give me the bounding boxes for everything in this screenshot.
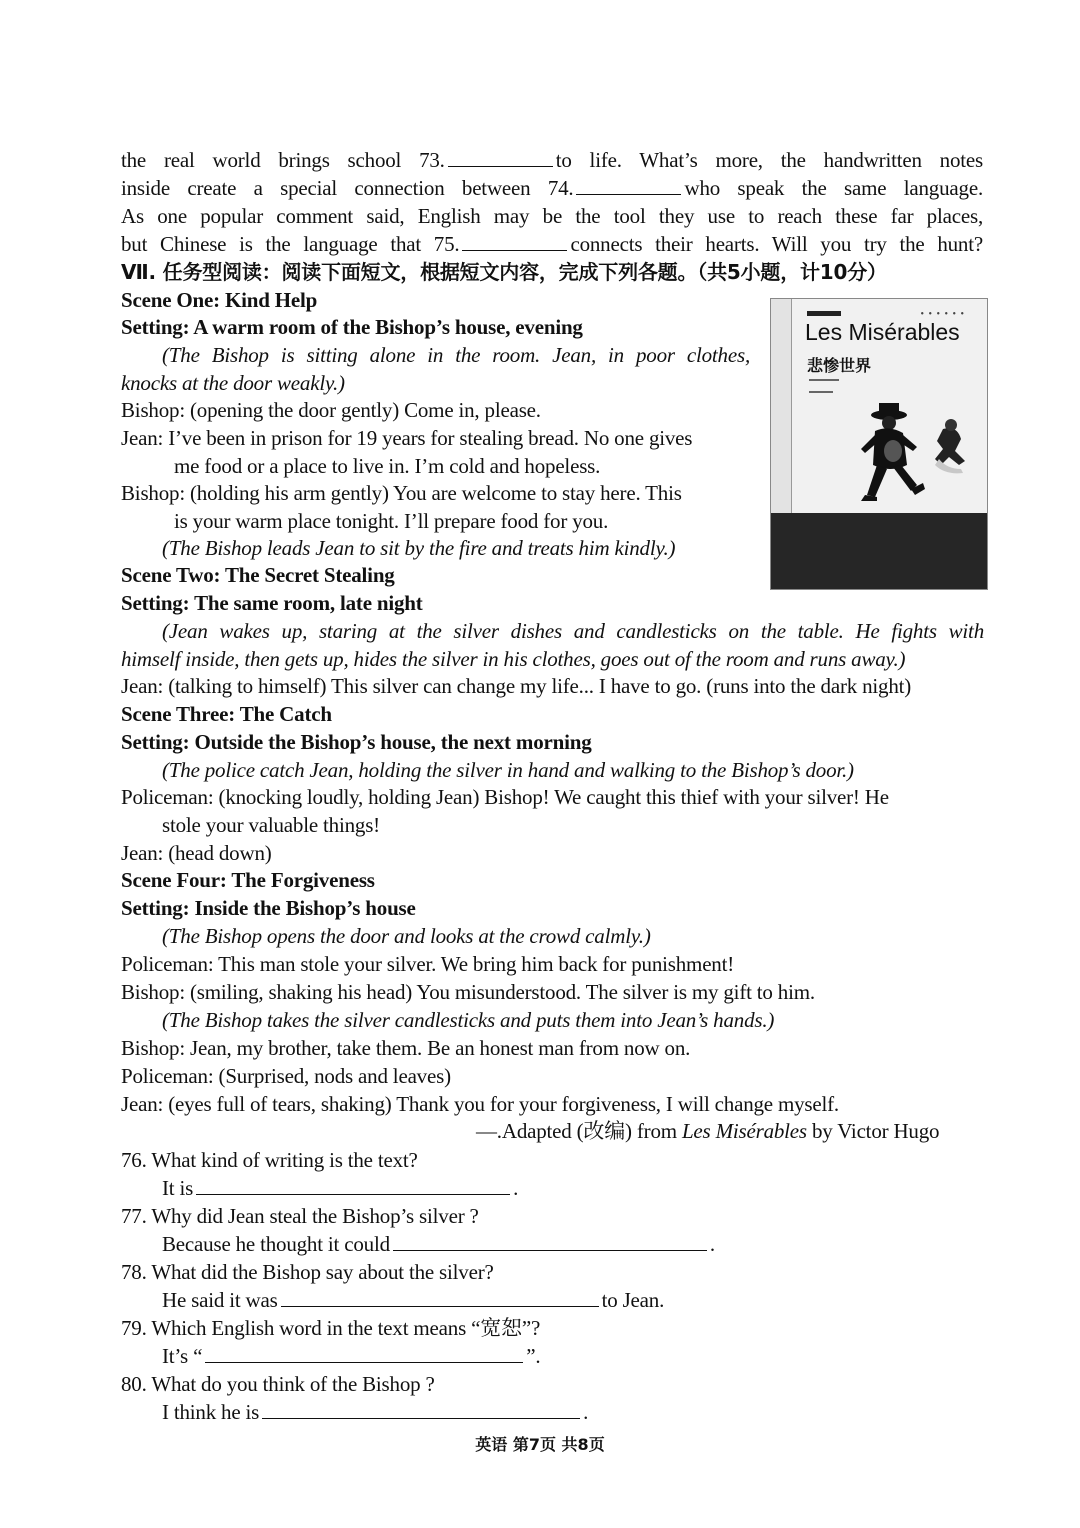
cover-decoration [809,391,833,393]
source-author: by Victor Hugo [806,1119,940,1143]
stage-direction: (The Bishop takes the silver candlesticks and puts them into Jean’s hands.) [162,1008,775,1032]
question-79: 79. Which English word in the text means “宽恕”? [121,1316,541,1340]
question-76: 76. What kind of writing is the text? [121,1148,418,1172]
answer-prefix: He said it was [162,1288,278,1312]
answer-blank-80[interactable] [262,1398,580,1419]
page-footer: 英语 第7页 共8页 [475,1435,605,1454]
passage-text: the real world brings school 73. [121,148,445,172]
passage-line-2 [121,174,983,202]
question-80: 80. What do you think of the Bishop ? [121,1372,435,1396]
dialogue-line: Jean: I’ve been in prison for 19 years for stealing bread. No one gives [121,426,693,450]
stage-direction: (The police catch Jean, holding the silver in hand and walking to the Bishop’s door.) [162,758,854,782]
passage-line-4 [121,230,983,258]
source-credit [476,1117,939,1145]
dialogue-line: is your warm place tonight. I’ll prepare food for you. [174,509,609,533]
blank-73[interactable] [448,146,553,167]
answer-line-78 [162,1286,664,1314]
stage-direction: (The Bishop is sitting alone in the room. Jean, in poor clothes, [162,343,750,367]
answer-suffix: to Jean. [601,1288,665,1312]
answer-suffix: . [583,1400,589,1424]
answer-blank-79[interactable] [205,1342,523,1363]
dialogue-line: Bishop: (smiling, shaking his head) You misunderstood. The silver is my gift to him. [121,980,815,1004]
cover-decoration [809,379,839,381]
stage-direction: knocks at the door weakly.) [121,371,345,395]
passage-text: who speak the same language. [684,176,984,200]
answer-line-77 [162,1230,715,1258]
dialogue-line: Policeman: This man stole your silver. We bring him back for punishment! [121,952,735,976]
scene3-title: Scene Three: The Catch [121,702,332,726]
book-cover-image [770,298,988,590]
stage-direction: (The Bishop opens the door and looks at the crowd calmly.) [162,924,651,948]
answer-suffix: . [709,1232,715,1256]
scene4-setting: Setting: Inside the Bishop’s house [121,896,416,920]
passage-line-3: As one popular comment said, English may be the tool they use to reach these far places, [121,204,983,228]
passage-text: to life. What’s more, the handwritten notes [555,148,984,172]
book-title-english: Les Misérables [805,319,960,345]
dialogue-line: Bishop: Jean, my brother, take them. Be an honest man from now on. [121,1036,691,1060]
dialogue-line: me food or a place to live in. I’m cold and hopeless. [174,454,601,478]
scene1-setting: Setting: A warm room of the Bishop’s house, evening [121,315,583,339]
dialogue-line: Jean: (head down) [121,841,272,865]
answer-prefix: I think he is [162,1400,260,1424]
answer-line-80 [162,1398,588,1426]
section-heading: Ⅶ. 任务型阅读：阅读下面短文，根据短文内容，完成下列各题。（共5小题，计10分） [121,260,887,284]
question-78: 78. What did the Bishop say about the silver? [121,1260,494,1284]
dialogue-line: Jean: (talking to himself) This silver can change my life... I have to go. (runs into the dark night) [121,674,912,698]
scene4-title: Scene Four: The Forgiveness [121,868,375,892]
passage-text: inside create a special connection between 74. [121,176,574,200]
scene3-setting: Setting: Outside the Bishop’s house, the next morning [121,730,592,754]
cover-decoration: • • • • • • [920,309,965,320]
source-text: —.Adapted (改编) from [476,1119,682,1143]
dialogue-line: Bishop: (holding his arm gently) You are welcome to stay here. This [121,481,682,505]
dialogue-line: Policeman: (knocking loudly, holding Jean) Bishop! We caught this thief with your silver! He [121,785,889,809]
answer-line-76 [162,1174,518,1202]
stage-direction: himself inside, then gets up, hides the silver in his clothes, goes out of the room and runs away.) [121,647,906,671]
scene2-setting: Setting: The same room, late night [121,591,423,615]
passage-text: connects their hearts. Will you try the hunt? [570,232,983,256]
source-book-title: Les Misérables [681,1119,807,1143]
dialogue-line: stole your valuable things! [162,813,380,837]
dialogue-line: Jean: (eyes full of tears, shaking) Thank you for your forgiveness, I will change myself. [121,1092,839,1116]
dialogue-line: Bishop: (opening the door gently) Come in, please. [121,398,541,422]
passage-line-1 [121,146,983,174]
answer-prefix: Because he thought it could [162,1232,390,1256]
answer-prefix: It is [162,1176,194,1200]
question-77: 77. Why did Jean steal the Bishop’s silver ? [121,1204,479,1228]
dialogue-line: Policeman: (Surprised, nods and leaves) [121,1064,451,1088]
book-title-chinese: 悲惨世界 [807,356,872,375]
publisher-mark [807,311,841,316]
answer-suffix: ”. [526,1344,541,1368]
scene1-title: Scene One: Kind Help [121,288,318,312]
cover-bottom-band [771,513,987,589]
scene2-title: Scene Two: The Secret Stealing [121,563,395,587]
running-man-illustration [831,399,981,519]
blank-74[interactable] [576,174,681,195]
answer-prefix: It’s “ [162,1344,203,1368]
answer-blank-77[interactable] [393,1230,707,1251]
stage-direction: (Jean wakes up, staring at the silver dishes and candlesticks on the table. He fights with [162,619,984,643]
stage-direction: (The Bishop leads Jean to sit by the fire and treats him kindly.) [162,536,676,560]
answer-blank-76[interactable] [196,1174,510,1195]
answer-line-79 [162,1342,540,1370]
answer-blank-78[interactable] [281,1286,599,1307]
passage-text: but Chinese is the language that 75. [121,232,460,256]
answer-suffix: . [513,1176,519,1200]
blank-75[interactable] [462,230,567,251]
